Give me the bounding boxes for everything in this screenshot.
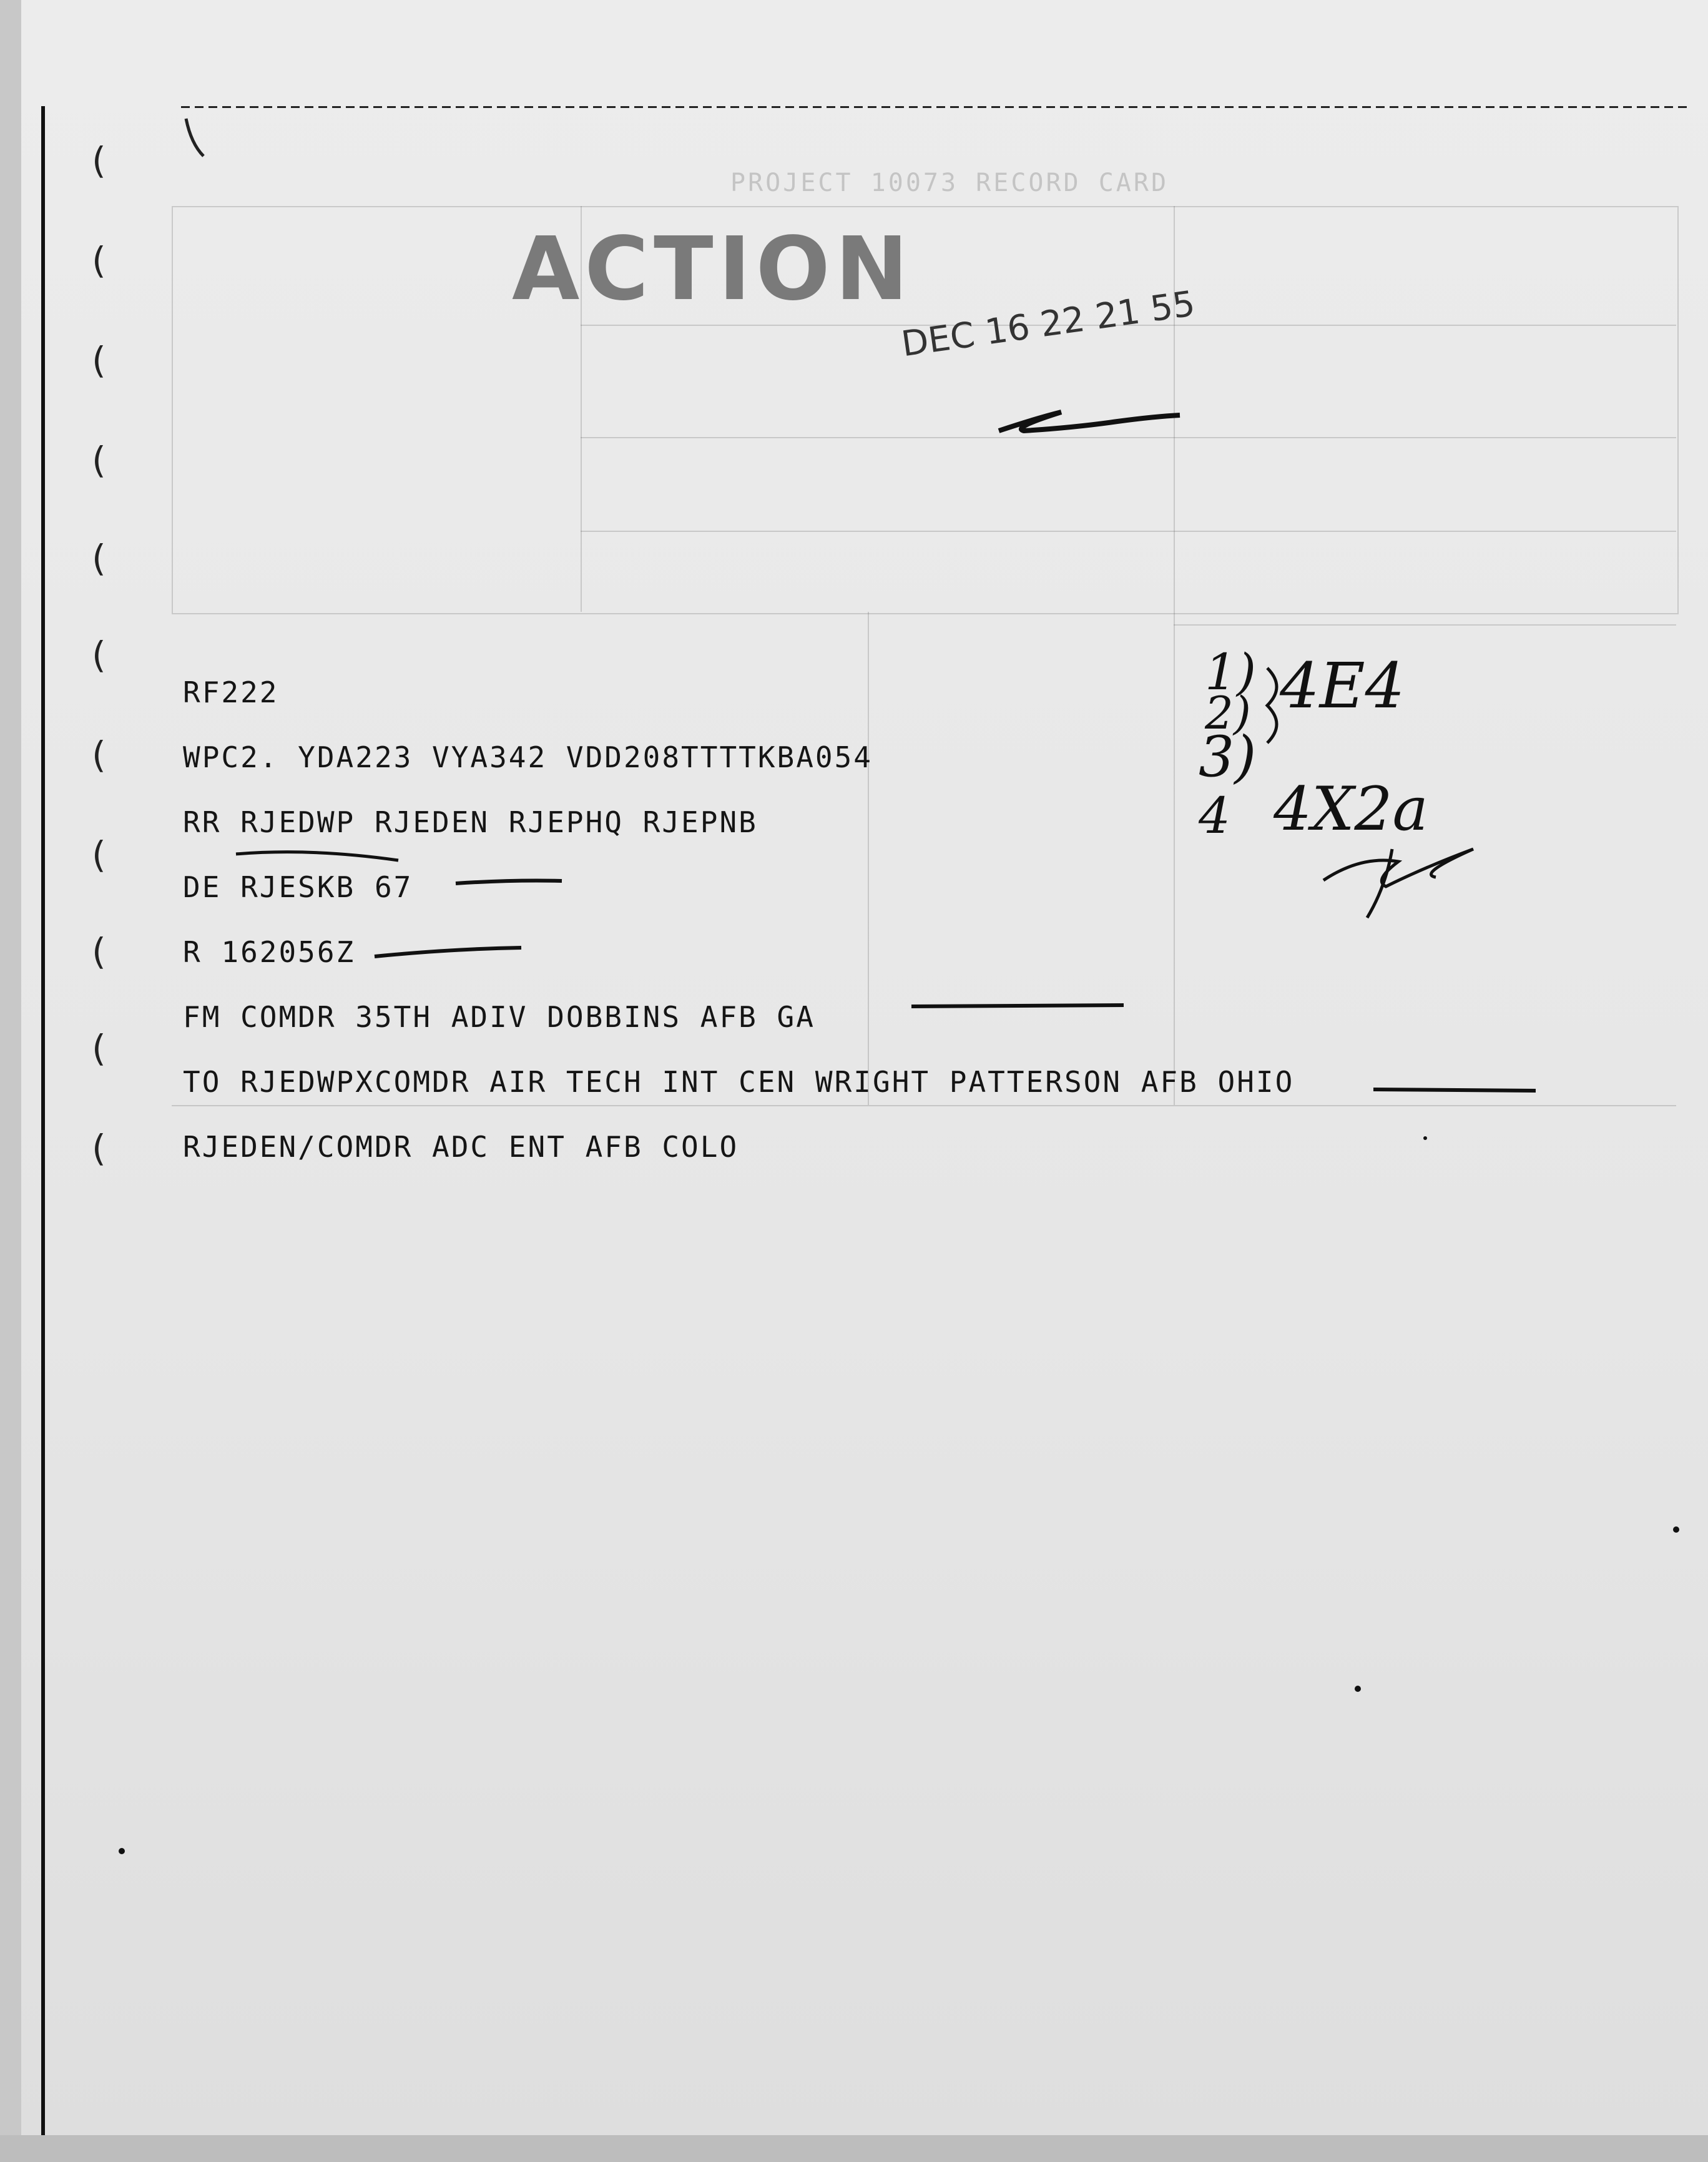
scan-speck (1423, 1136, 1427, 1140)
message-line-to: TO RJEDWPXCOMDR AIR TECH INT CEN WRIGHT PATTERSON AFB OHIO (183, 1065, 1295, 1099)
feed-hole: ( (87, 239, 109, 282)
message-line-channel: WPC2. YDA223 VYA342 VDD208TTTTKBA054 (183, 740, 873, 774)
message-line-addressees: RR RJEDWP RJEDEN RJEPHQ RJEPNB (183, 805, 758, 839)
scan-speck (1673, 1526, 1679, 1533)
handwritten-brace (1267, 668, 1277, 743)
received-date-stamp: DEC 16 22 21 55 (899, 283, 1198, 365)
underline-rjedwp (236, 852, 398, 860)
initials-signature-2 (1323, 849, 1473, 918)
feed-hole: ( (87, 537, 109, 579)
message-line-originator: DE RJESKB 67 (183, 870, 413, 904)
handwritten-index-1: 1) (1205, 643, 1257, 701)
feed-hole: ( (87, 734, 109, 776)
scan-speck (119, 1848, 125, 1854)
message-line-routing: RF222 (183, 676, 279, 709)
feed-hole: ( (87, 833, 109, 876)
underline-to (1373, 1089, 1536, 1091)
feed-hole: ( (87, 634, 109, 676)
message-line-datetime: R 162056Z (183, 935, 356, 969)
handwritten-code-4x2a: 4X2a (1274, 774, 1428, 844)
scan-speck (1355, 1686, 1361, 1692)
bleedthrough-card-title: PROJECT 10073 RECORD CARD (730, 169, 1169, 197)
handwritten-index-3: 3) (1199, 724, 1257, 790)
feed-hole: ( (87, 930, 109, 973)
message-line-from: FM COMDR 35TH ADIV DOBBINS AFB GA (183, 1000, 815, 1034)
feed-hole: ( (87, 439, 109, 481)
feed-hole: ( (87, 1027, 109, 1069)
feed-hole: ( (87, 1127, 109, 1169)
corner-pen-mark (186, 119, 204, 156)
action-stamp: ACTION (512, 219, 913, 320)
handwritten-index-4: 4 (1199, 787, 1230, 845)
underline-from (911, 1005, 1124, 1006)
handwritten-code-4e4: 4E4 (1280, 649, 1405, 722)
message-line-info: RJEDEN/COMDR ADC ENT AFB COLO (183, 1130, 739, 1164)
feed-hole: ( (87, 339, 109, 381)
underline-datetime (375, 948, 521, 956)
handwritten-index-2: 2) (1205, 687, 1251, 739)
underline-de (456, 881, 562, 884)
initials-signature (999, 412, 1180, 431)
feed-hole: ( (87, 139, 109, 182)
